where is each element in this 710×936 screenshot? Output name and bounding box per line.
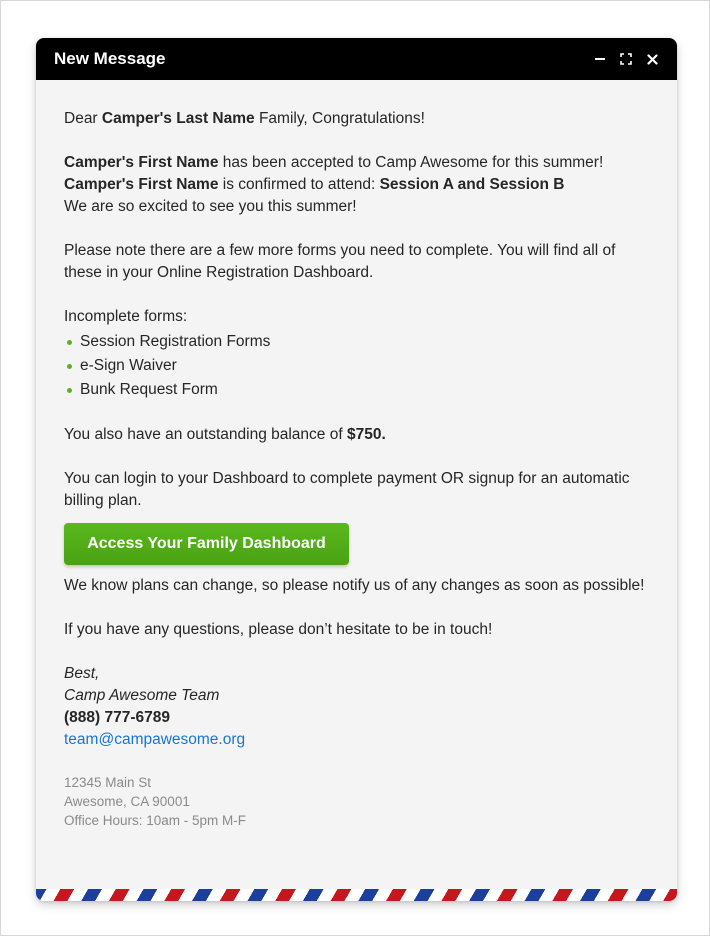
sessions: Session A and Session B xyxy=(379,176,565,193)
message-window xyxy=(36,38,677,901)
last-name-placeholder: Camper's Last Name xyxy=(101,110,255,127)
office-hours: Office Hours: 10am - 5pm M-F xyxy=(64,813,247,828)
minimize-icon[interactable] xyxy=(593,52,607,66)
acceptance-text: has been accepted to Camp Awesome for this summer! xyxy=(218,154,604,171)
changes-note: We know plans can change, so please notify us of any changes as soon as possible! xyxy=(64,577,645,594)
message-body xyxy=(36,80,677,830)
window-title: New Message xyxy=(54,49,166,68)
greeting-prefix: Dear xyxy=(64,110,102,127)
list-item: Bunk Request Form xyxy=(64,378,649,402)
excited-line: We are so excited to see you this summer! xyxy=(64,198,357,215)
incomplete-forms-list xyxy=(64,330,649,402)
expand-icon[interactable] xyxy=(619,52,633,66)
address-street: 12345 Main St xyxy=(64,775,152,790)
airmail-stripe xyxy=(36,889,677,901)
confirmation-text: is confirmed to attend: xyxy=(218,176,380,193)
first-name-placeholder: Camper's First Name xyxy=(64,176,219,193)
forms-note: Please note there are a few more forms you need to complete. You will find all of these in your Online Registration Dashboard. xyxy=(64,242,616,281)
signature-phone: (888) 777-6789 xyxy=(64,709,170,726)
balance-amount: $750. xyxy=(346,426,386,443)
first-name-placeholder: Camper's First Name xyxy=(64,154,219,171)
list-item: Session Registration Forms xyxy=(64,330,649,354)
questions-note: If you have any questions, please don’t hesitate to be in touch! xyxy=(64,621,493,638)
greeting-suffix: Family, Congratulations! xyxy=(254,110,425,127)
address-city: Awesome, CA 90001 xyxy=(64,794,190,809)
list-item: e-Sign Waiver xyxy=(64,354,649,378)
close-icon[interactable] xyxy=(645,52,659,66)
window-controls xyxy=(593,52,659,66)
login-note: You can login to your Dashboard to complete payment OR signup for an automatic billing plan. xyxy=(64,470,630,509)
acceptance-line xyxy=(64,152,649,174)
balance-text: You also have an outstanding balance of xyxy=(64,426,347,443)
signature-closing: Best, xyxy=(64,665,100,682)
balance-line xyxy=(64,424,649,446)
greeting xyxy=(64,108,649,130)
title-bar xyxy=(36,38,677,80)
signature-team: Camp Awesome Team xyxy=(64,687,220,704)
confirmation-line xyxy=(64,174,649,196)
access-dashboard-button[interactable]: Access Your Family Dashboard xyxy=(64,523,349,565)
address-block xyxy=(64,773,649,830)
incomplete-forms-heading: Incomplete forms: xyxy=(64,308,188,325)
email-link[interactable]: team@campawesome.org xyxy=(64,731,246,748)
